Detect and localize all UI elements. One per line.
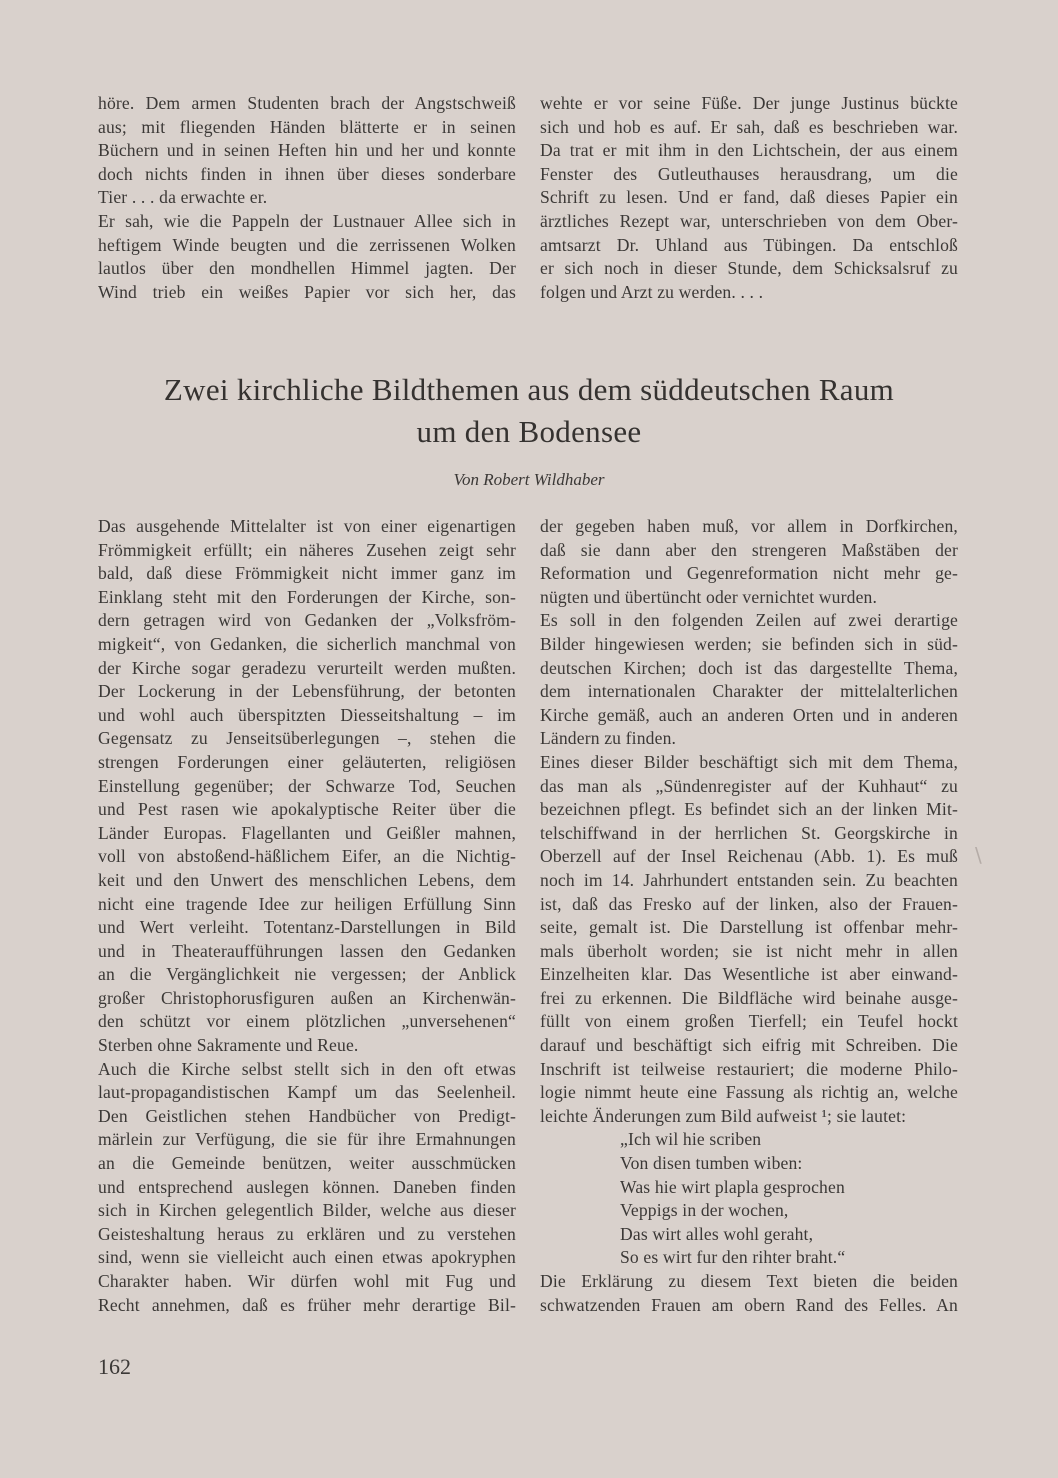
text-line: Wind trieb ein weißes Papier vor sich her, das (98, 281, 516, 302)
text-line: keit und den Unwert des menschlichen Lebens, dem (98, 869, 516, 890)
text-line: höre. Dem armen Studenten brach der Angstschweiß (98, 93, 516, 113)
text-line: Einzelheiten klar. Das Wesentliche ist aber einwand- (540, 964, 958, 985)
text-line: amtsarzt Dr. Uhland aus Tübingen. Da entschloß (540, 234, 958, 255)
text-line: logie nimmt heute eine Fassung als richtig an, welche (540, 1082, 958, 1103)
text-line: heftigem Winde beugten und die zerrissenen Wolken (98, 234, 516, 255)
text-line: Eines dieser Bilder beschäftigt sich mit dem Thema, (540, 751, 958, 772)
verse-line: So es wirt fur den rihter braht.“ (620, 1247, 846, 1268)
text-line: an die Vergänglichkeit nie vergessen; der Anblick (98, 964, 516, 985)
text-line: dem internationalen Charakter der mittelalterlichen (540, 681, 958, 702)
text-line: Charakter haben. Wir dürfen wohl mit Fug und (98, 1271, 516, 1291)
verse-line: Veppigs in der wochen, (620, 1200, 789, 1221)
text-line: leichte Änderungen zum Bild aufweist ¹; sie lautet: (540, 1105, 907, 1126)
text-line: Ländern zu finden. (540, 728, 677, 749)
text-line: Büchern und in seinen Heften hin und her und konnte (98, 140, 516, 161)
text-line: bald, daß diese Frömmigkeit nicht immer ganz im (98, 563, 516, 584)
article-title-line-1: Zwei kirchliche Bildthemen aus dem süddeutschen Raum (163, 372, 895, 407)
text-line: sind, wenn sie vielleicht auch einen etwas apokryphen (98, 1247, 516, 1268)
text-line: und in Theateraufführungen lassen den Gedanken (98, 940, 516, 961)
text-line: Er sah, wie die Pappeln der Lustnauer Allee sich in (98, 210, 516, 231)
text-line: bezeichnen pflegt. Es befindet sich an der linken Mit- (540, 799, 958, 820)
text-line: nügten und übertüncht oder vernichtet wurden. (540, 586, 878, 607)
text-line: daß sie dann aber den strengeren Maßstäben der (540, 539, 958, 560)
text-line: Da trat er mit ihm in den Lichtschein, der aus einem (540, 140, 958, 161)
text-line: Auch die Kirche selbst stellt sich in den oft etwas (98, 1058, 516, 1079)
text-line: aus; mit fliegenden Händen blätterte er in seinen (98, 116, 516, 137)
text-line: nicht eine tragende Idee zur heiligen Erfüllung Sinn (98, 893, 516, 914)
text-line: doch nichts finden in ihnen über dieses sonderbare (98, 163, 516, 184)
text-line: Oberzell auf der Insel Reichenau (Abb. 1). Es muß (540, 846, 958, 867)
text-line: Bilder hingewiesen werden; sie befinden sich in süd- (540, 633, 958, 654)
text-line: Geisteshaltung heraus zu erklären und zu verstehen (98, 1223, 516, 1244)
text-line: dern getragen wird von Gedanken der „Volksfröm- (98, 610, 516, 631)
text-line: folgen und Arzt zu werden. . . . (540, 281, 764, 302)
page-number: 162 (98, 1354, 131, 1379)
previous-article-left-column (98, 92, 516, 304)
text-line: das man als „Sündenregister auf der Kuhhaut“ zu (540, 775, 958, 796)
text-line: Recht annehmen, daß es früher mehr derartige Bil- (98, 1294, 516, 1315)
text-line: den schützt vor einem plötzlichen „unversehenen“ (98, 1011, 516, 1032)
article-title-line-2: um den Bodensee (416, 414, 642, 449)
text-line: der gegeben haben muß, vor allem in Dorfkirchen, (540, 516, 958, 536)
text-line: Einklang steht mit den Forderungen der Kirche, son- (98, 586, 516, 607)
text-line: füllt von einem großen Tierfell; ein Teufel hockt (540, 1011, 958, 1032)
text-line: und Pest rasen wie apokalyptische Reiter über die (98, 799, 516, 820)
previous-article-right-column (540, 92, 958, 304)
text-line: Die Erklärung zu diesem Text bieten die beiden (540, 1271, 958, 1291)
text-line: laut-propagandistischen Kampf um das Seelenheil. (98, 1082, 516, 1103)
text-line: voll von abstoßend-häßlichem Eifer, an die Nichtig- (98, 846, 516, 867)
text-line: Länder Europas. Flagellanten und Geißler mahnen, (98, 822, 516, 843)
text-line: und entsprechend auslegen können. Daneben finden (98, 1176, 516, 1197)
verse-line: „Ich wil hie scriben (620, 1129, 762, 1150)
text-line: Das ausgehende Mittelalter ist von einer eigenartigen (98, 516, 516, 536)
text-line: Einstellung gegenüber; der Schwarze Tod, Seuchen (98, 775, 516, 796)
text-line: lautlos über den mondhellen Himmel jagten. Der (98, 258, 516, 279)
text-line: märlein zur Verfügung, die sie für ihre Ermahnungen (98, 1129, 516, 1150)
text-line: seite, gemalt ist. Die Darstellung ist offenbar mehr- (540, 917, 958, 938)
text-line: ärztliches Rezept war, unterschrieben von dem Ober- (540, 210, 958, 231)
text-line: deutschen Kirchen; doch ist das dargestellte Thema, (540, 657, 958, 678)
text-line: und wohl auch überspitzten Diesseitshaltung – im (98, 704, 516, 725)
text-line: Reformation und Gegenreformation nicht mehr ge- (540, 563, 958, 584)
text-line: der Kirche sogar geradezu verurteilt werden mußten. (98, 657, 516, 678)
text-line: Es soll in den folgenden Zeilen auf zwei derartige (540, 610, 958, 631)
text-line: Fenster des Gutleuthauses herausdrang, um die (540, 163, 958, 184)
text-line: großer Christophorusfiguren außen an Kirchenwän- (98, 987, 516, 1008)
text-line: schwatzenden Frauen am obern Rand des Felles. An (540, 1294, 958, 1315)
text-line: strengen Forderungen einer geläuterten, religiösen (98, 751, 516, 772)
article-right-column (540, 515, 958, 1317)
text-line: sich und hob es auf. Er sah, daß es beschrieben war. (540, 116, 958, 137)
text-line: Der Lockerung in der Lebensführung, der betonten (98, 681, 516, 702)
article-left-column (98, 515, 516, 1317)
text-line: Tier . . . da erwachte er. (98, 187, 268, 208)
verse-line: Von disen tumben wiben: (620, 1153, 803, 1174)
text-line: Den Geistlichen stehen Handbücher von Predigt- (98, 1105, 516, 1126)
verse-line: Das wirt alles wohl geraht, (620, 1223, 814, 1244)
text-line: ist, daß das Fresko auf der linken, also der Frauen- (540, 893, 958, 914)
text-line: und Wert verleiht. Totentanz-Darstellungen in Bild (98, 917, 516, 938)
text-line: Schrift zu lesen. Und er fand, daß dieses Papier ein (540, 187, 958, 208)
text-line: Sterben ohne Sakramente und Reue. (98, 1035, 359, 1056)
text-line: sich in Kirchen gelegentlich Bilder, welche aus dieser (98, 1200, 516, 1221)
text-line: wehte er vor seine Füße. Der junge Justinus bückte (540, 93, 958, 113)
text-line: mals überholt worden; sie ist nicht mehr in allen (540, 940, 958, 961)
text-line: Inschrift ist teilweise restauriert; die moderne Philo- (540, 1058, 958, 1079)
text-line: frei zu erkennen. Die Bildfläche wird beinahe ausge- (540, 987, 958, 1008)
text-line: Gegensatz zu Jenseitsüberlegungen –, stehen die (98, 728, 516, 749)
text-line: noch im 14. Jahrhundert entstanden sein. Zu beachten (540, 869, 958, 890)
text-line: darauf und beschäftigt sich eifrig mit Schreiben. Die (540, 1035, 958, 1056)
text-line: Frömmigkeit erfüllt; ein näheres Zusehen zeigt sehr (98, 539, 516, 560)
text-line: er sich noch in dieser Stunde, dem Schicksalsruf zu (540, 258, 958, 279)
text-line: telschiffwand in der herrlichen St. Georgskirche in (540, 822, 958, 843)
margin-pencil-mark: \ (975, 843, 982, 867)
text-line: Kirche gemäß, auch an anderen Orten und in anderen (540, 704, 958, 725)
author-byline: Von Robert Wildhaber (453, 470, 605, 489)
verse-line: Was hie wirt plapla gesprochen (620, 1176, 845, 1197)
text-line: an die Gemeinde benützen, weiter ausschmücken (98, 1153, 516, 1174)
text-line: migkeit“, von Gedanken, die sicherlich manchmal von (98, 633, 516, 654)
